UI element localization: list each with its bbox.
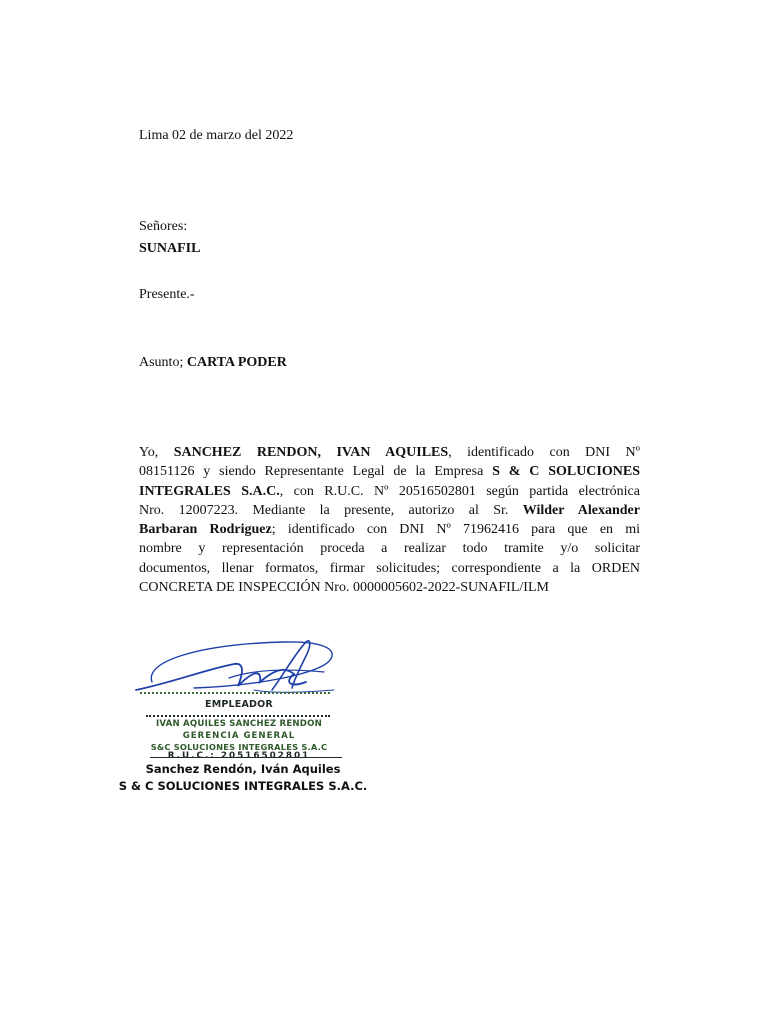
body-bold-text: INTEGRALES S.A.C. (139, 483, 280, 499)
body-text: nombre y representación proceda a realizar todo tramite y/o solicitar (139, 541, 640, 557)
stamp-name: IVAN AQUILES SANCHEZ RENDON (155, 719, 323, 729)
body-text: Yo, (139, 445, 174, 460)
signature-rule (150, 757, 342, 758)
body-line (139, 482, 640, 501)
body-line (139, 443, 640, 462)
body-text: , con R.U.C. Nº 20516502801 según partida electrónica (279, 483, 640, 499)
body-line (139, 520, 640, 539)
salutation: Señores: (139, 219, 188, 234)
body-text: documentos, llenar formatos, firmar solicitudes; correspondiente a la ORDEN (139, 560, 640, 576)
body-line (139, 578, 640, 597)
body-bold-text: SANCHEZ RENDON, IVAN AQUILES (173, 445, 449, 460)
subject-line (139, 354, 287, 372)
body-line (139, 501, 640, 520)
stamp-ruc: R.U.C.: 20516502801 (167, 751, 311, 758)
subject-value: CARTA PODER (186, 355, 287, 370)
recipient: SUNAFIL (139, 241, 201, 256)
presente-line: Presente.- (139, 287, 195, 302)
body-text: Nro. 12007223. Mediante la presente, autorizo al Sr. (139, 502, 523, 518)
body-line (139, 539, 640, 558)
body-text: 08151126 y siendo Representante Legal de la Empresa (139, 464, 493, 480)
body-line (139, 559, 640, 578)
body-text: CONCRETA DE INSPECCIÓN Nro. 0000005602-2022-SUNAFIL/ILM (139, 580, 549, 596)
signer-name: Sanchez Rendón, Iván Aquiles (145, 762, 341, 776)
stamp-company: S&C SOLUCIONES INTEGRALES S.A.C (150, 742, 328, 752)
stamp-role: EMPLEADOR (205, 699, 273, 710)
letter-body (139, 443, 640, 597)
subject-label: Asunto; (139, 355, 184, 370)
body-bold-text: S & C SOLUCIONES (492, 464, 640, 480)
body-text: , identificado con DNI Nº (448, 445, 640, 460)
stamp-middle-rule (146, 715, 330, 717)
stamp-top-rule (140, 692, 330, 694)
body-text: ; identificado con DNI Nº 71962416 para que en mi (271, 522, 640, 538)
body-line (139, 462, 640, 481)
date-line: Lima 02 de marzo del 2022 (139, 128, 294, 143)
body-bold-text: Wilder Alexander (522, 502, 640, 518)
stamp-position: GERENCIA GENERAL (182, 731, 296, 741)
signer-company: S & C SOLUCIONES INTEGRALES S.A.C. (118, 779, 368, 793)
body-bold-text: Barbaran Rodriguez (139, 522, 272, 538)
